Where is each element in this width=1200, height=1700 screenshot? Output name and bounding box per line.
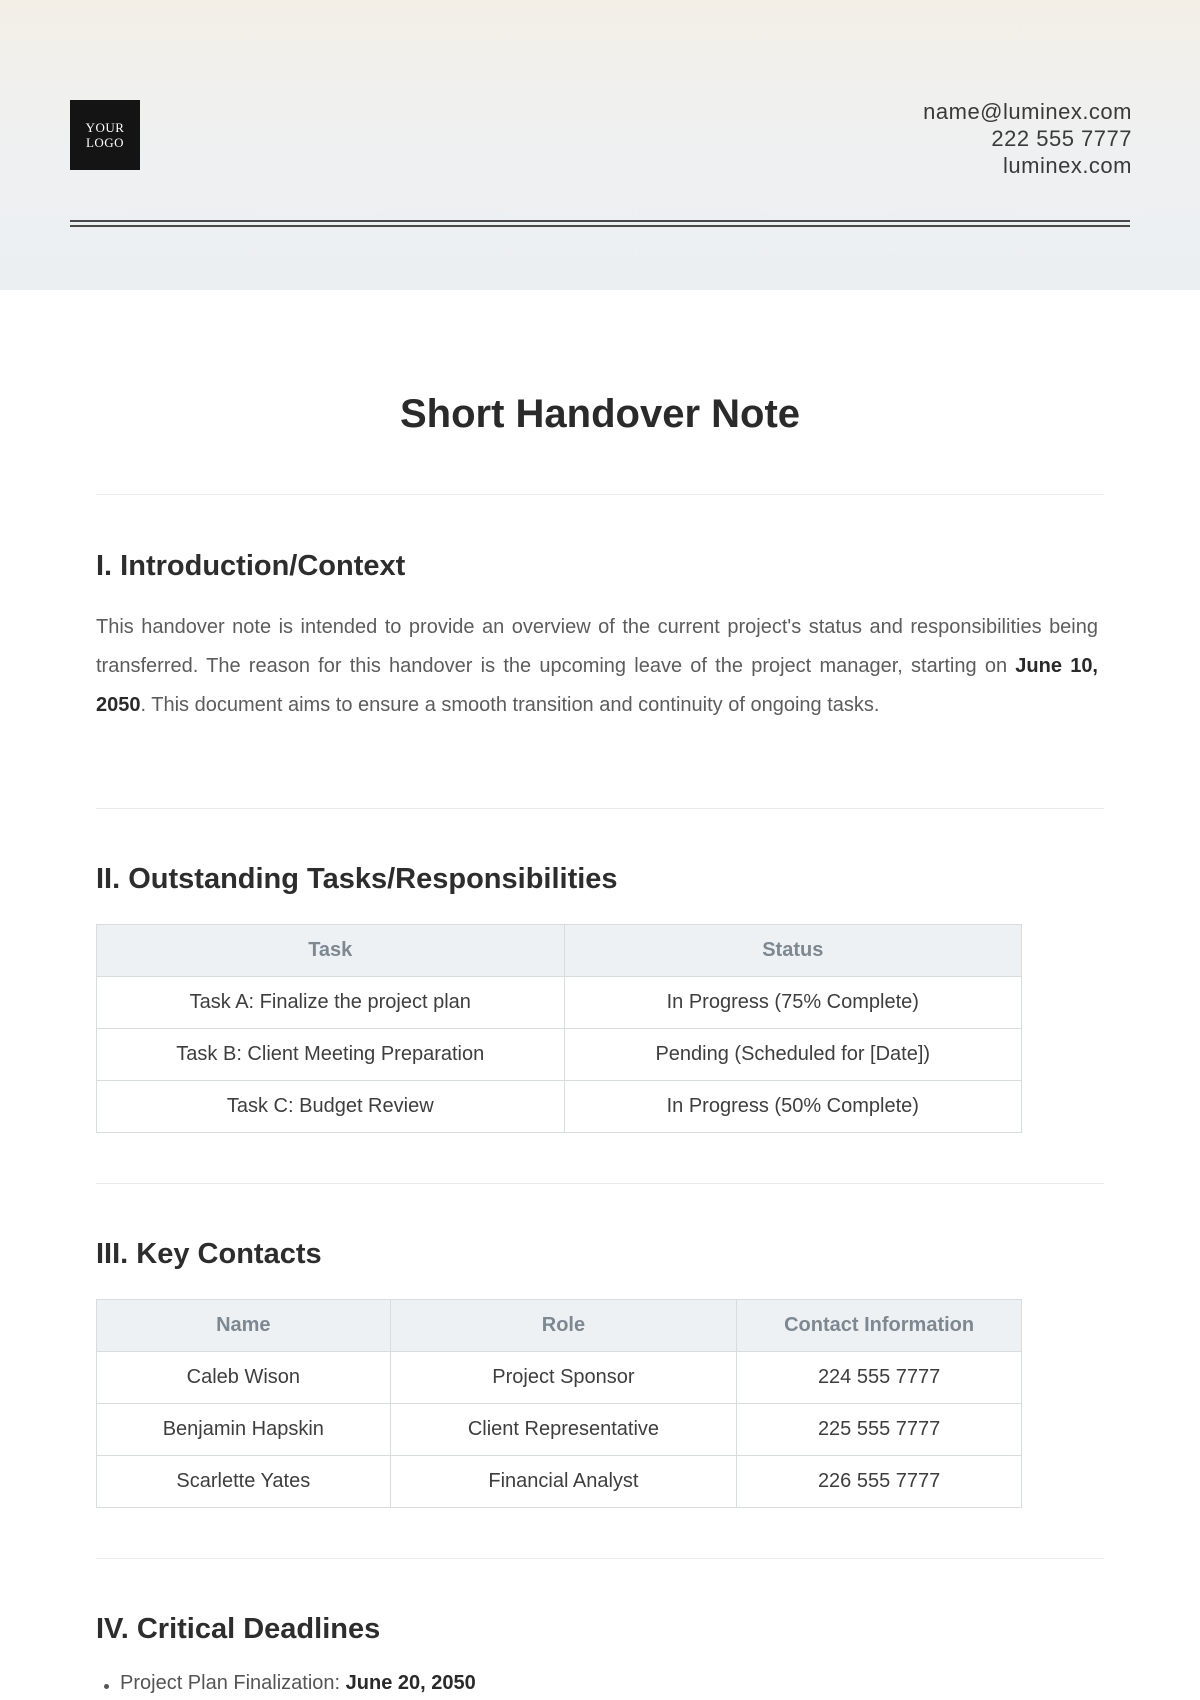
deadline-date: June 20, 2050 bbox=[345, 1672, 476, 1694]
contacts-table-header-row bbox=[97, 1300, 1022, 1352]
deadlines-list bbox=[96, 1672, 476, 1695]
divider-title bbox=[96, 494, 1104, 495]
deadline-label: Project Plan Finalization: bbox=[120, 1672, 346, 1694]
task-name: Task B: Client Meeting Preparation bbox=[97, 1029, 565, 1081]
task-status: In Progress (75% Complete) bbox=[564, 977, 1021, 1029]
introduction-text-after: . This document aims to ensure a smooth transition and continuity of ongoing tasks. bbox=[140, 694, 880, 716]
section-tasks-heading: II. Outstanding Tasks/Responsibilities bbox=[96, 863, 618, 895]
section-introduction-heading: I. Introduction/Context bbox=[96, 550, 406, 582]
introduction-paragraph bbox=[96, 608, 1098, 725]
contacts-table bbox=[96, 1299, 1022, 1508]
introduction-leave-date: June 10, 2050 bbox=[96, 655, 1098, 716]
header-phone: 222 555 7777 bbox=[991, 126, 1132, 151]
contact-role: Financial Analyst bbox=[390, 1456, 737, 1508]
contact-phone: 225 555 7777 bbox=[737, 1404, 1022, 1456]
table-row bbox=[97, 1456, 1022, 1508]
task-status: Pending (Scheduled for [Date]) bbox=[564, 1029, 1021, 1081]
header-rule-top bbox=[70, 220, 1130, 222]
contacts-col-contact: Contact Information bbox=[737, 1300, 1022, 1352]
introduction-text-before: This handover note is intended to provide an overview of the current project's status and responsibilities being transferred. The reason for this handover is the upcoming leave of the project manager, starting on bbox=[96, 616, 1098, 677]
section-deadlines-heading: IV. Critical Deadlines bbox=[96, 1613, 381, 1645]
table-row bbox=[97, 1404, 1022, 1456]
task-name: Task A: Finalize the project plan bbox=[97, 977, 565, 1029]
contact-phone: 226 555 7777 bbox=[737, 1456, 1022, 1508]
company-logo bbox=[70, 100, 140, 170]
tasks-col-task: Task bbox=[97, 925, 565, 977]
divider-tasks bbox=[96, 1183, 1104, 1184]
contacts-col-role: Role bbox=[390, 1300, 737, 1352]
divider-introduction bbox=[96, 808, 1104, 809]
header-email: name@luminex.com bbox=[923, 99, 1132, 124]
contact-role: Project Sponsor bbox=[390, 1352, 737, 1404]
divider-contacts bbox=[96, 1558, 1104, 1559]
header-rule-bottom bbox=[70, 225, 1130, 227]
list-item bbox=[96, 1672, 476, 1695]
section-contacts-heading: III. Key Contacts bbox=[96, 1238, 322, 1270]
table-row bbox=[97, 1081, 1022, 1133]
contact-phone: 224 555 7777 bbox=[737, 1352, 1022, 1404]
document-title: Short Handover Note bbox=[399, 392, 801, 436]
logo-line-1: YOUR bbox=[85, 120, 125, 135]
contact-name: Benjamin Hapskin bbox=[97, 1404, 391, 1456]
contact-name: Caleb Wison bbox=[97, 1352, 391, 1404]
contact-name: Scarlette Yates bbox=[97, 1456, 391, 1508]
task-name: Task C: Budget Review bbox=[97, 1081, 565, 1133]
tasks-col-status: Status bbox=[564, 925, 1021, 977]
logo-line-2: LOGO bbox=[85, 135, 125, 150]
contacts-col-name: Name bbox=[97, 1300, 391, 1352]
header-website: luminex.com bbox=[1003, 153, 1132, 178]
header-contact-block bbox=[923, 98, 1132, 179]
table-row bbox=[97, 1352, 1022, 1404]
table-row bbox=[97, 1029, 1022, 1081]
contact-role: Client Representative bbox=[390, 1404, 737, 1456]
task-status: In Progress (50% Complete) bbox=[564, 1081, 1021, 1133]
tasks-table-header-row bbox=[97, 925, 1022, 977]
tasks-table bbox=[96, 924, 1022, 1133]
table-row bbox=[97, 977, 1022, 1029]
